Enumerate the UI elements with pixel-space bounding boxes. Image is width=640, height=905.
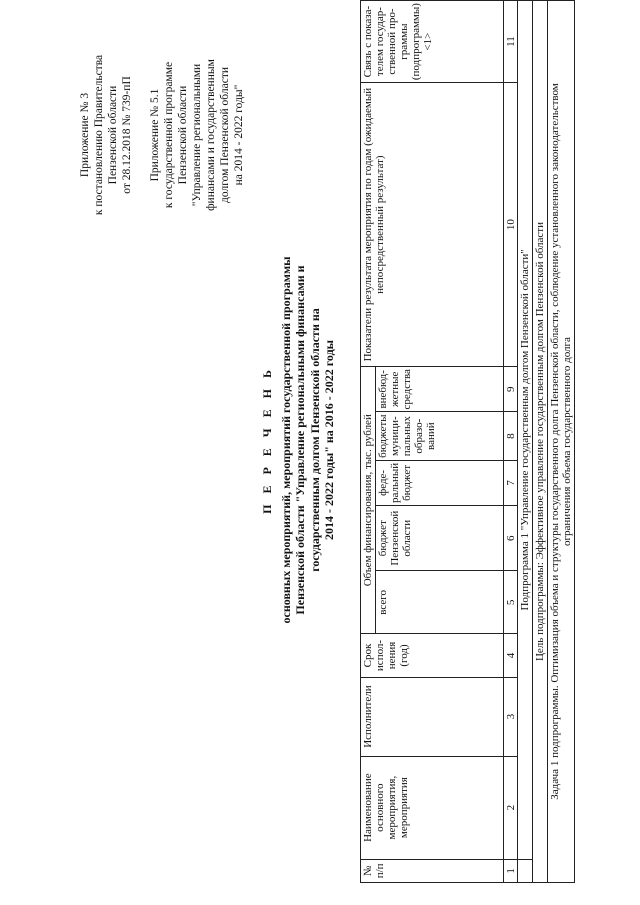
appendix-program-line: к государственной программе bbox=[163, 61, 175, 209]
header-regional-budget: бюджет Пензенской области bbox=[376, 505, 504, 570]
document-heading bbox=[260, 0, 337, 885]
subprogram-task bbox=[548, 1, 575, 883]
task-row bbox=[548, 1, 575, 883]
appendix-program-line: Приложение № 5.1 bbox=[149, 88, 161, 182]
heading-title: П Е Р Е Ч Е Н Ь bbox=[260, 366, 274, 514]
column-number: 11 bbox=[504, 1, 518, 83]
column-number: 2 bbox=[504, 756, 518, 859]
table-header-row bbox=[361, 1, 376, 883]
subprogram-title: Подпрограмма 1 "Управление государственным долгом Пензенской области" bbox=[518, 1, 533, 860]
header-municipal-budget: бюджеты муници-пальных образо-ваний bbox=[376, 412, 504, 460]
appendix-decree-line: от 28.12.2018 № 739-пП bbox=[121, 76, 133, 194]
task-line: Задача 1 подпрограммы. Оптимизация объема и структуры государственного долга Пензенской области, соблюдение установленного законодательством bbox=[549, 83, 561, 800]
subprogram-row bbox=[518, 1, 533, 883]
measures-table bbox=[360, 0, 575, 883]
appendix-program-line: финансами и государственным bbox=[205, 59, 217, 211]
header-offbudget: внебюд-жетные средства bbox=[376, 367, 504, 412]
column-number: 7 bbox=[504, 460, 518, 505]
appendix-program-line: на 2014 - 2022 годы" bbox=[233, 84, 245, 186]
appendix-program-line: Пензенской области bbox=[177, 85, 189, 185]
goal-row bbox=[533, 1, 548, 883]
column-number: 4 bbox=[504, 634, 518, 677]
heading-line: государственным долгом Пензенской области на bbox=[307, 308, 322, 572]
column-number-row bbox=[504, 1, 518, 883]
header-executor: Исполнители bbox=[361, 677, 504, 756]
header-term: Срок испол-нения (год) bbox=[361, 634, 504, 677]
header-total: всего bbox=[376, 571, 504, 634]
task-line: ограничения объема государственного долга bbox=[561, 337, 573, 546]
appendix-decree-line: Приложение № 3 bbox=[79, 92, 91, 178]
header-funding: Объем финансирования, тыс. рублей bbox=[361, 367, 376, 634]
appendix-program-line: долгом Пензенской области bbox=[219, 67, 231, 203]
column-number: 6 bbox=[504, 505, 518, 570]
column-number: 5 bbox=[504, 571, 518, 634]
header-num: № п/п bbox=[361, 859, 504, 882]
column-number: 9 bbox=[504, 367, 518, 412]
column-number: 8 bbox=[504, 412, 518, 460]
appendix-decree-line: Пензенской области bbox=[107, 85, 119, 185]
header-name: Наименование основного мероприятия, мероприятия bbox=[361, 756, 504, 859]
heading-line: 2014 - 2022 годы" на 2016 - 2022 годы bbox=[322, 339, 336, 541]
header-link: Связь с показа-телем государ-ственной про-граммы (подпрограммы) <1> bbox=[361, 1, 504, 83]
column-number: 10 bbox=[504, 83, 518, 367]
column-number: 3 bbox=[504, 677, 518, 756]
column-number: 1 bbox=[504, 859, 518, 882]
header-indicators: Показатели результата мероприятия по годам (ожидаемый непосредственный результат) bbox=[361, 83, 504, 367]
appendix-program-block bbox=[148, 25, 246, 245]
header-federal-budget: феде-ральный бюджет bbox=[376, 460, 504, 505]
heading-line: основных мероприятий, мероприятий государственной программы bbox=[278, 256, 293, 624]
appendix-decree-block bbox=[78, 35, 134, 235]
subprogram-goal: Цель подпрограммы: Эффективное управление государственным долгом Пензенской области bbox=[533, 1, 548, 883]
appendix-program-line: "Управление региональными bbox=[191, 63, 203, 207]
empty-cell bbox=[518, 859, 533, 882]
heading-line: Пензенской области "Управление региональными финансами и bbox=[293, 265, 307, 615]
appendix-decree-line: к постановлению Правительства bbox=[93, 54, 105, 216]
